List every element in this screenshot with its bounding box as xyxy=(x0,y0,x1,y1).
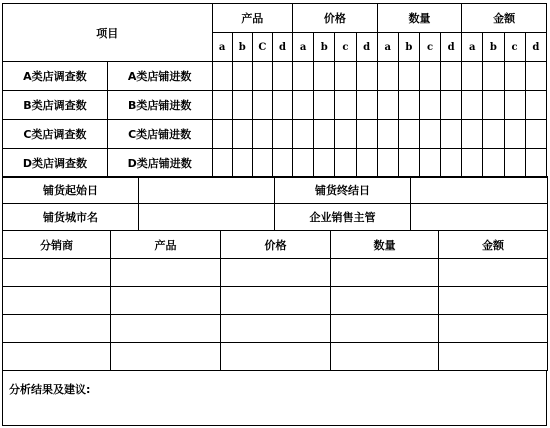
value-cell[interactable] xyxy=(398,91,419,120)
table-row xyxy=(3,259,548,287)
value-cell[interactable] xyxy=(272,62,292,91)
price-header: 价格 xyxy=(221,231,331,259)
city-label: 铺货城市名 xyxy=(3,204,139,231)
sub-label: d xyxy=(525,33,546,62)
value-cell[interactable] xyxy=(293,120,314,149)
value-cell[interactable] xyxy=(419,120,440,149)
value-cell[interactable] xyxy=(232,149,252,178)
value-cell[interactable] xyxy=(212,120,232,149)
value-cell[interactable] xyxy=(398,62,419,91)
table-row xyxy=(3,287,548,315)
quantity-header: 数量 xyxy=(331,231,439,259)
value-cell[interactable] xyxy=(504,62,525,91)
value-cell[interactable] xyxy=(331,315,439,343)
value-cell[interactable] xyxy=(331,287,439,315)
value-cell[interactable] xyxy=(252,120,272,149)
city-field[interactable] xyxy=(139,204,275,231)
value-cell[interactable] xyxy=(212,149,232,178)
end-date-field[interactable] xyxy=(411,177,548,204)
value-cell[interactable] xyxy=(293,62,314,91)
value-cell[interactable] xyxy=(525,62,546,91)
value-cell[interactable] xyxy=(462,62,483,91)
value-cell[interactable] xyxy=(441,149,462,178)
value-cell[interactable] xyxy=(462,91,483,120)
value-cell[interactable] xyxy=(272,91,292,120)
value-cell[interactable] xyxy=(232,91,252,120)
value-cell[interactable] xyxy=(272,120,292,149)
group-header-product: 产品 xyxy=(212,4,293,33)
group-header-amount: 金额 xyxy=(462,4,547,33)
value-cell[interactable] xyxy=(331,343,439,371)
value-cell[interactable] xyxy=(356,62,377,91)
value-cell[interactable] xyxy=(331,259,439,287)
product-header: 产品 xyxy=(111,231,221,259)
value-cell[interactable] xyxy=(419,149,440,178)
value-cell[interactable] xyxy=(377,120,398,149)
value-cell[interactable] xyxy=(398,120,419,149)
survey-count-label: A类店调查数 xyxy=(3,62,108,91)
value-cell[interactable] xyxy=(335,149,356,178)
value-cell[interactable] xyxy=(3,343,111,371)
value-cell[interactable] xyxy=(272,149,292,178)
sales-manager-field[interactable] xyxy=(411,204,548,231)
stocking-info-table xyxy=(2,176,548,231)
value-cell[interactable] xyxy=(252,91,272,120)
sub-label: a xyxy=(212,33,232,62)
value-cell[interactable] xyxy=(439,287,548,315)
sub-label: d xyxy=(441,33,462,62)
value-cell[interactable] xyxy=(356,91,377,120)
value-cell[interactable] xyxy=(462,149,483,178)
value-cell[interactable] xyxy=(293,91,314,120)
value-cell[interactable] xyxy=(525,91,546,120)
value-cell[interactable] xyxy=(504,120,525,149)
value-cell[interactable] xyxy=(232,120,252,149)
value-cell[interactable] xyxy=(221,259,331,287)
sub-label: c xyxy=(335,33,356,62)
end-date-label: 铺货终结日 xyxy=(275,177,411,204)
value-cell[interactable] xyxy=(504,149,525,178)
value-cell[interactable] xyxy=(3,315,111,343)
sales-manager-label: 企业销售主管 xyxy=(275,204,411,231)
analysis-label: 分析结果及建议: xyxy=(3,371,547,426)
value-cell[interactable] xyxy=(111,287,221,315)
survey-count-label: B类店调查数 xyxy=(3,91,108,120)
sub-label: b xyxy=(398,33,419,62)
value-cell[interactable] xyxy=(462,120,483,149)
value-cell[interactable] xyxy=(3,287,111,315)
value-cell[interactable] xyxy=(419,91,440,120)
group-header-quantity: 数量 xyxy=(377,4,462,33)
value-cell[interactable] xyxy=(221,287,331,315)
store-row-b xyxy=(3,91,547,120)
value-cell[interactable] xyxy=(377,149,398,178)
value-cell[interactable] xyxy=(377,62,398,91)
value-cell[interactable] xyxy=(439,315,548,343)
value-cell[interactable] xyxy=(441,62,462,91)
value-cell[interactable] xyxy=(483,120,504,149)
store-row-d xyxy=(3,149,547,178)
value-cell[interactable] xyxy=(212,62,232,91)
distributor-header: 分销商 xyxy=(3,231,111,259)
survey-table xyxy=(2,3,547,178)
value-cell[interactable] xyxy=(439,343,548,371)
value-cell[interactable] xyxy=(212,91,232,120)
table-row xyxy=(3,315,548,343)
value-cell[interactable] xyxy=(252,149,272,178)
sub-label: d xyxy=(356,33,377,62)
sub-label: c xyxy=(419,33,440,62)
sub-label: C xyxy=(252,33,272,62)
value-cell[interactable] xyxy=(314,120,335,149)
value-cell[interactable] xyxy=(335,120,356,149)
stock-count-label: A类店铺进数 xyxy=(107,62,212,91)
stock-count-label: C类店铺进数 xyxy=(107,120,212,149)
sub-label: b xyxy=(314,33,335,62)
value-cell[interactable] xyxy=(398,149,419,178)
sub-label: a xyxy=(377,33,398,62)
store-row-c xyxy=(3,120,547,149)
value-cell[interactable] xyxy=(111,343,221,371)
item-header: 项目 xyxy=(3,4,213,62)
value-cell[interactable] xyxy=(314,91,335,120)
value-cell[interactable] xyxy=(483,62,504,91)
value-cell[interactable] xyxy=(335,91,356,120)
start-date-label: 铺货起始日 xyxy=(3,177,139,204)
value-cell[interactable] xyxy=(441,120,462,149)
value-cell[interactable] xyxy=(504,91,525,120)
value-cell[interactable] xyxy=(419,62,440,91)
value-cell[interactable] xyxy=(335,62,356,91)
distributor-table xyxy=(2,230,548,371)
survey-count-label: D类店调查数 xyxy=(3,149,108,178)
sub-label: a xyxy=(293,33,314,62)
start-date-field[interactable] xyxy=(139,177,275,204)
value-cell[interactable] xyxy=(525,120,546,149)
sub-label: b xyxy=(483,33,504,62)
sub-label: a xyxy=(462,33,483,62)
sub-label: d xyxy=(272,33,292,62)
stock-count-label: D类店铺进数 xyxy=(107,149,212,178)
group-header-price: 价格 xyxy=(293,4,378,33)
store-row-a xyxy=(3,62,547,91)
value-cell[interactable] xyxy=(314,149,335,178)
survey-count-label: C类店调查数 xyxy=(3,120,108,149)
value-cell[interactable] xyxy=(111,259,221,287)
table-row xyxy=(3,343,548,371)
amount-header: 金额 xyxy=(439,231,548,259)
value-cell[interactable] xyxy=(314,62,335,91)
value-cell[interactable] xyxy=(293,149,314,178)
value-cell[interactable] xyxy=(483,91,504,120)
stock-count-label: B类店铺进数 xyxy=(107,91,212,120)
analysis-table xyxy=(2,370,547,426)
value-cell[interactable] xyxy=(377,91,398,120)
value-cell[interactable] xyxy=(221,343,331,371)
value-cell[interactable] xyxy=(3,259,111,287)
value-cell[interactable] xyxy=(356,120,377,149)
value-cell[interactable] xyxy=(525,149,546,178)
value-cell[interactable] xyxy=(483,149,504,178)
value-cell[interactable] xyxy=(439,259,548,287)
value-cell[interactable] xyxy=(221,315,331,343)
value-cell[interactable] xyxy=(252,62,272,91)
value-cell[interactable] xyxy=(232,62,252,91)
value-cell[interactable] xyxy=(356,149,377,178)
value-cell[interactable] xyxy=(111,315,221,343)
value-cell[interactable] xyxy=(441,91,462,120)
sub-label: c xyxy=(504,33,525,62)
sub-label: b xyxy=(232,33,252,62)
